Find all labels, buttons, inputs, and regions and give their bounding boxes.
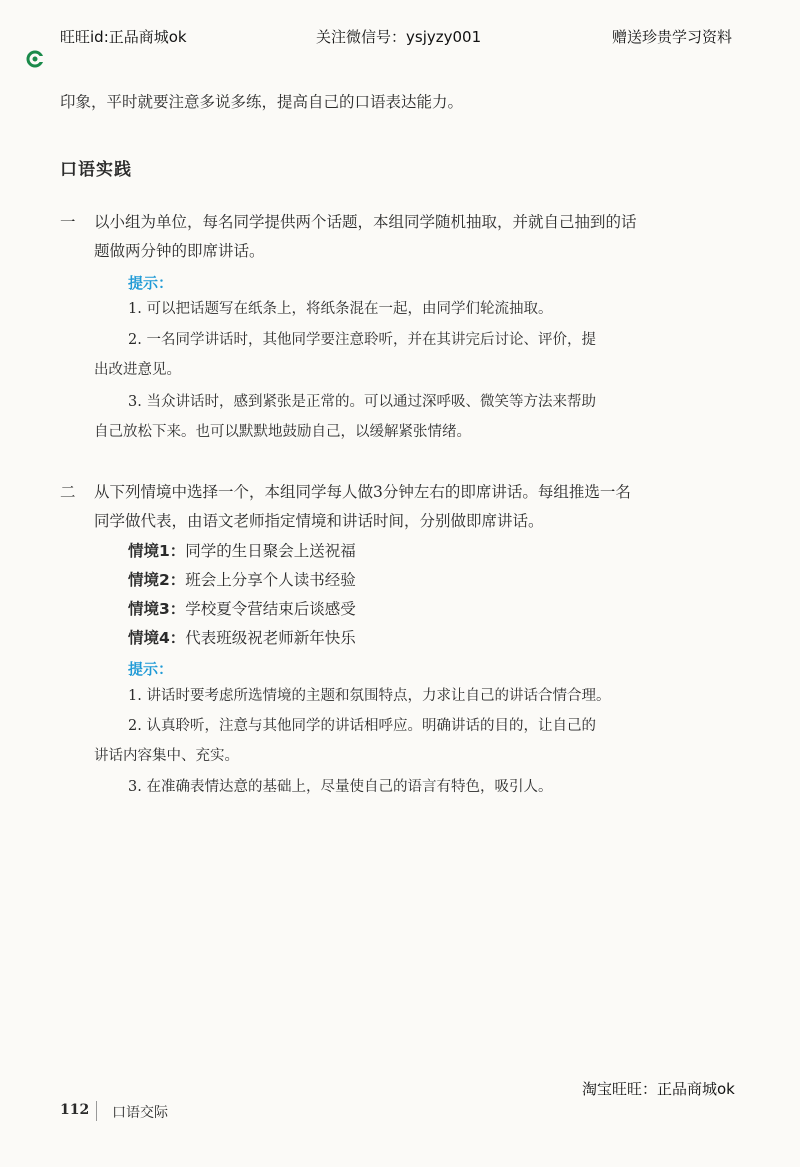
scene-label: 情境3： bbox=[128, 600, 186, 618]
watermark-left: 旺旺id:正品商城ok bbox=[60, 28, 187, 46]
task1-tip3-line2: 自己放松下来。也可以默默地鼓励自己，以缓解紧张情绪。 bbox=[94, 424, 471, 440]
scene-text: 代表班级祝老师新年快乐 bbox=[185, 629, 356, 647]
footer-divider bbox=[96, 1101, 97, 1121]
task2-hint-label: 提示： bbox=[128, 660, 174, 678]
scene-item bbox=[128, 599, 356, 619]
watermark-bottom: 淘宝旺旺：正品商城ok bbox=[582, 1080, 735, 1098]
task1-text-line2: 题做两分钟的即席讲话。 bbox=[94, 242, 265, 260]
task2-tip2-line1: 2. 认真聆听，注意与其他同学的讲话相呼应。明确讲话的目的，让自己的 bbox=[128, 718, 596, 734]
task1-tip3-line1: 3. 当众讲话时，感到紧张是正常的。可以通过深呼吸、微笑等方法来帮助 bbox=[128, 394, 596, 410]
task2-text-line2: 同学做代表，由语文老师指定情境和讲话时间，分别做即席讲话。 bbox=[94, 512, 544, 530]
scene-label: 情境2： bbox=[128, 571, 186, 589]
task2-text-line1: 从下列情境中选择一个，本组同学每人做3分钟左右的即席讲话。每组推选一名 bbox=[94, 483, 631, 501]
task2-number: 二 bbox=[60, 483, 76, 501]
section-title: 口语实践 bbox=[60, 160, 132, 180]
scene-item bbox=[128, 570, 356, 590]
scene-text: 班会上分享个人读书经验 bbox=[185, 571, 356, 589]
scene-text: 学校夏令营结束后谈感受 bbox=[185, 600, 356, 618]
task1-number: 一 bbox=[60, 213, 76, 231]
scene-item bbox=[128, 541, 356, 561]
task1-text-line1: 以小组为单位，每名同学提供两个话题，本组同学随机抽取，并就自己抽到的话 bbox=[94, 213, 637, 231]
task1-tip2-line2: 出改进意见。 bbox=[94, 362, 181, 378]
watermark-center: 关注微信号：ysjyzy001 bbox=[316, 28, 482, 46]
scene-item bbox=[128, 628, 356, 648]
publisher-logo-icon bbox=[26, 50, 44, 68]
scene-text: 同学的生日聚会上送祝福 bbox=[185, 542, 356, 560]
scene-label: 情境4： bbox=[128, 629, 186, 647]
task1-tip1: 1. 可以把话题写在纸条上，将纸条混在一起，由同学们轮流抽取。 bbox=[128, 301, 553, 317]
task1-tip2-line1: 2. 一名同学讲话时，其他同学要注意聆听，并在其讲完后讨论、评价，提 bbox=[128, 332, 596, 348]
intro-line: 印象，平时就要注意多说多练，提高自己的口语表达能力。 bbox=[60, 93, 464, 111]
watermark-right: 赠送珍贵学习资料 bbox=[612, 28, 733, 46]
task1-hint-label: 提示： bbox=[128, 274, 174, 292]
chapter-name: 口语交际 bbox=[112, 1105, 168, 1121]
task2-tip3: 3. 在准确表情达意的基础上，尽量使自己的语言有特色，吸引人。 bbox=[128, 779, 553, 795]
page-number: 112 bbox=[60, 1102, 90, 1118]
scene-label: 情境1： bbox=[128, 542, 186, 560]
task2-tip1: 1. 讲话时要考虑所选情境的主题和氛围特点，力求让自己的讲话合情合理。 bbox=[128, 688, 611, 704]
task2-tip2-line2: 讲话内容集中、充实。 bbox=[94, 748, 239, 764]
